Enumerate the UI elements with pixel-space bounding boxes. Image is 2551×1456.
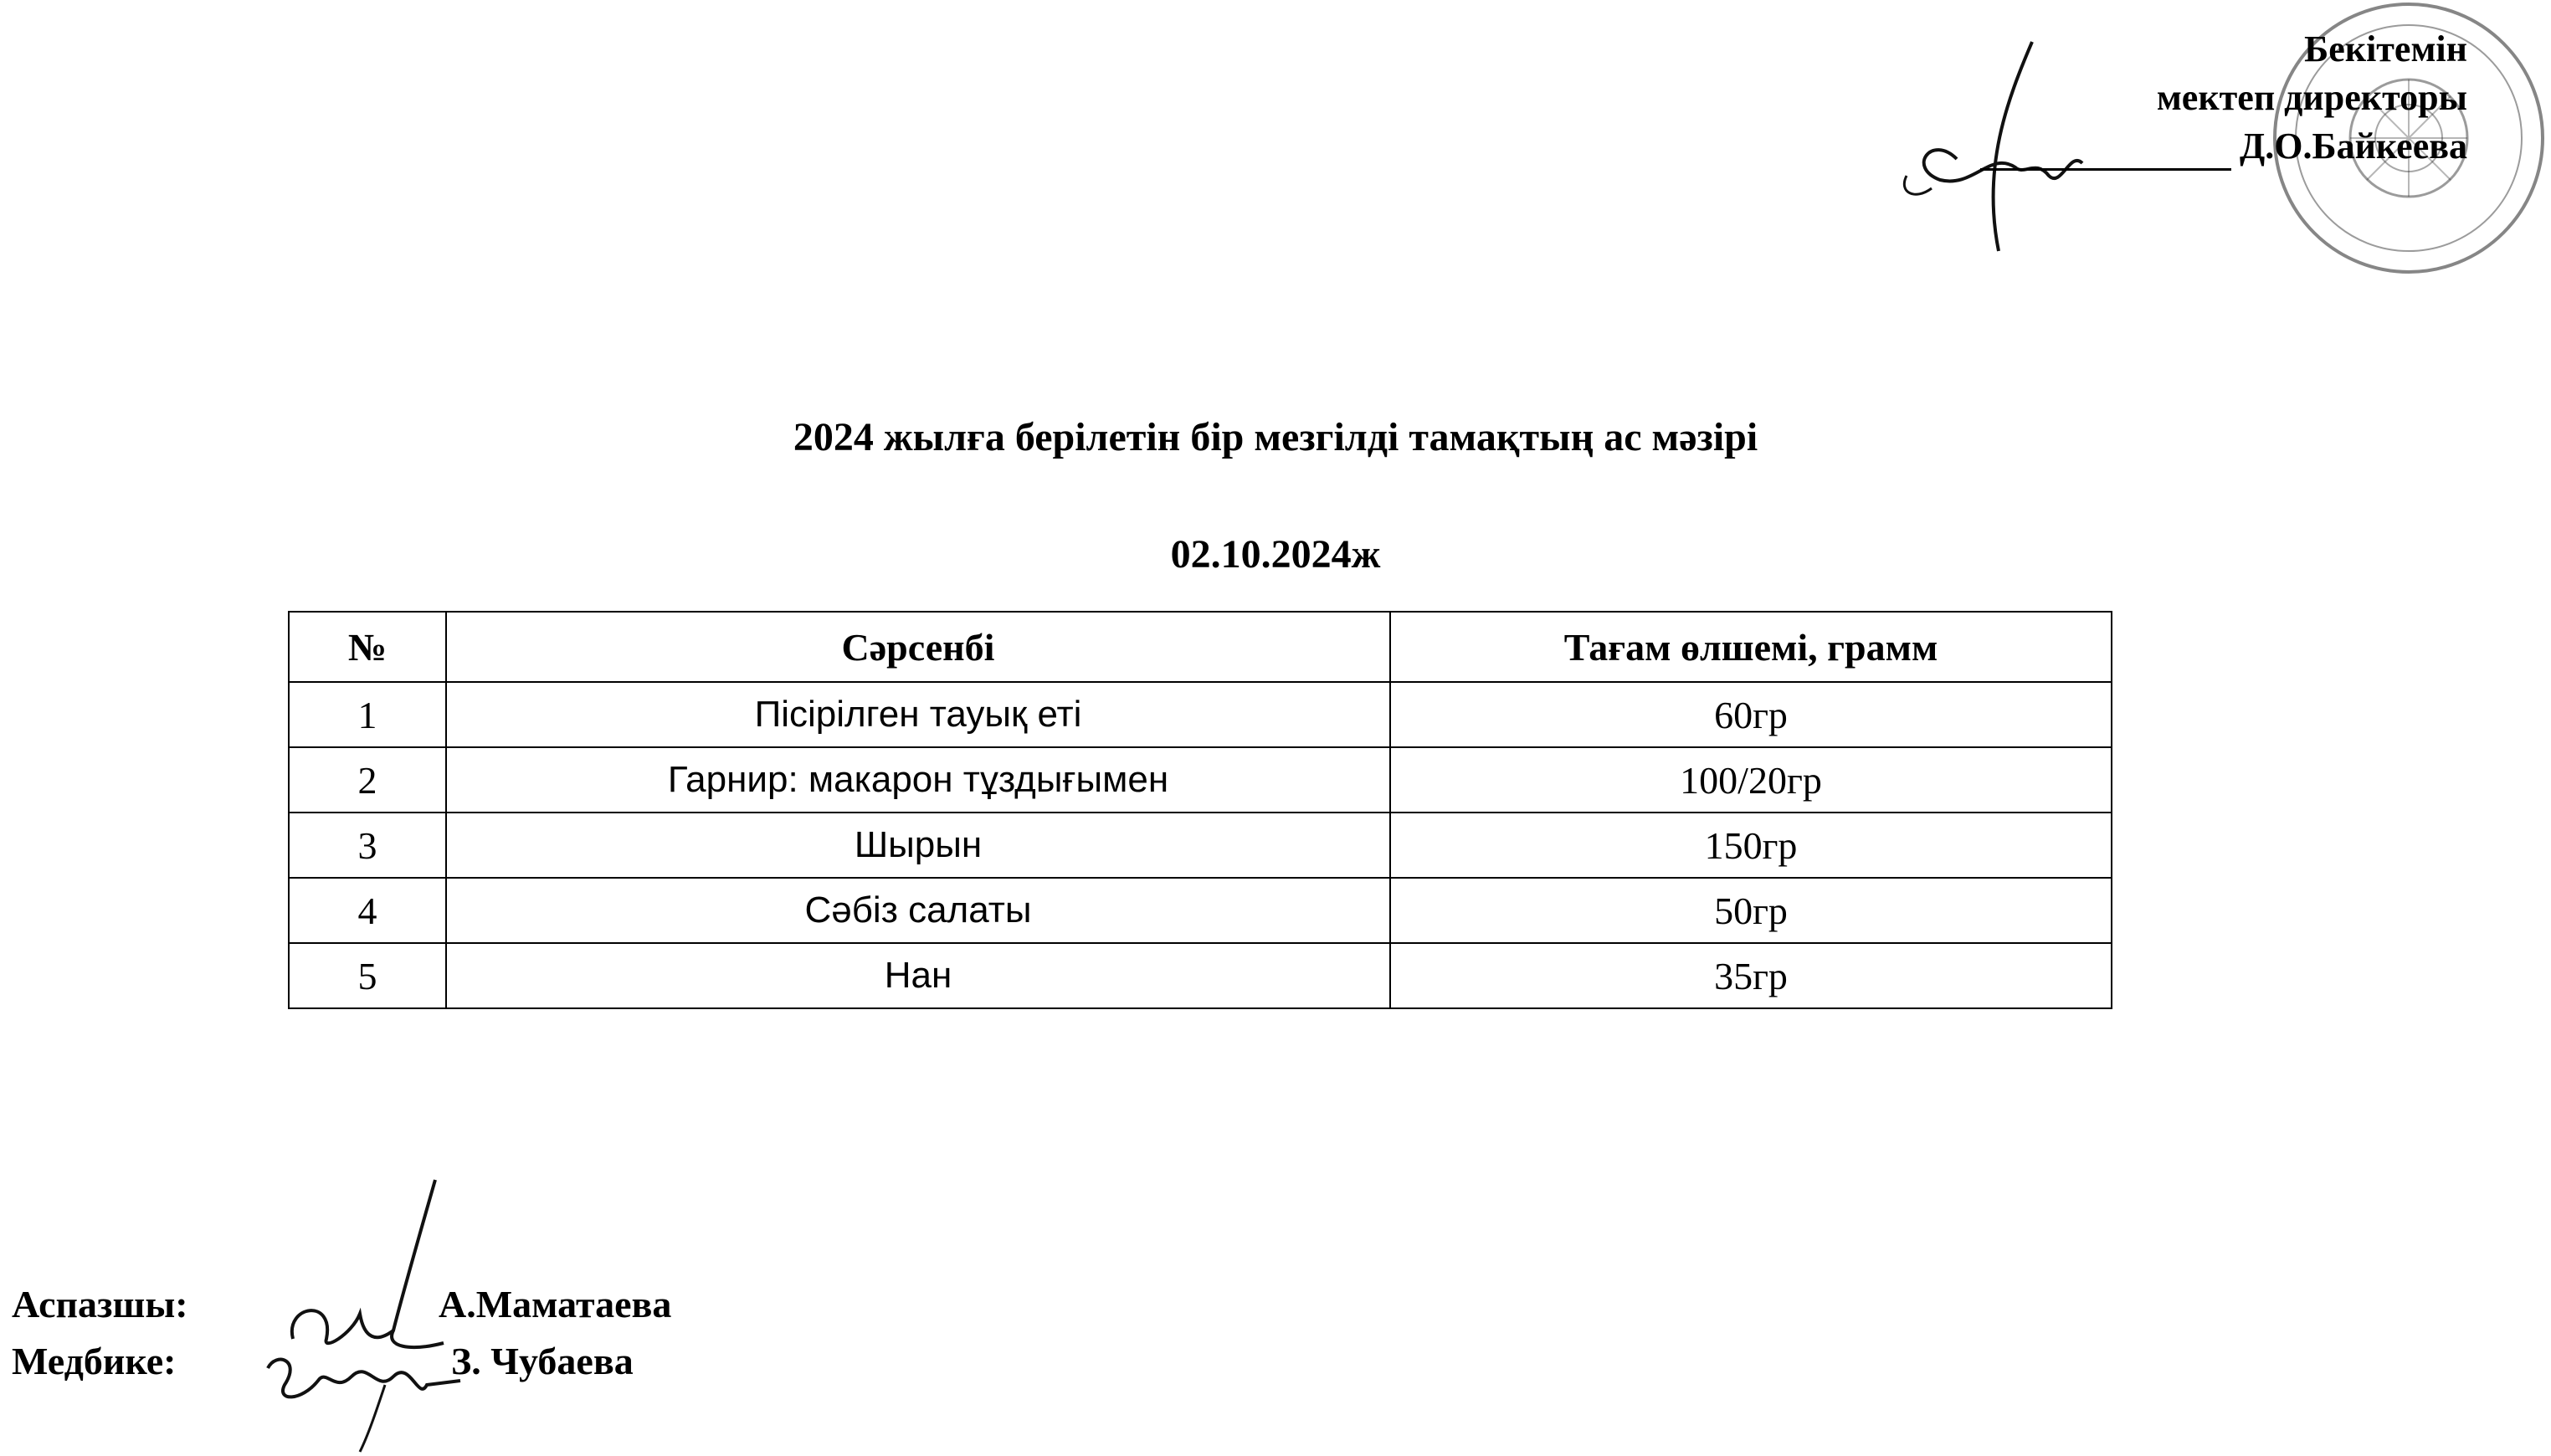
signer-name: З. Чубаева <box>451 1340 634 1382</box>
column-header-portion: Тағам өлшемі, грамм <box>1390 612 2112 682</box>
row-number: 2 <box>289 747 446 813</box>
portion-size: 35гр <box>1390 943 2112 1008</box>
column-header-number: № <box>289 612 446 682</box>
director-name: Д.О.Байкеева <box>2239 126 2467 167</box>
signers-block <box>12 1276 671 1390</box>
approval-block <box>1881 25 2467 171</box>
signer-name: А.Маматаева <box>439 1283 672 1325</box>
table-row <box>289 747 2112 813</box>
row-number: 5 <box>289 943 446 1008</box>
signature-line <box>1980 128 2231 171</box>
table-row <box>289 878 2112 943</box>
portion-size: 50гр <box>1390 878 2112 943</box>
approval-signature-row <box>1881 122 2467 171</box>
document-title: 2024 жылға берілетін бір мезгілді тамақтың ас мәзірі <box>793 415 1758 459</box>
approval-heading: Бекітемін <box>2304 28 2467 69</box>
portion-size: 60гр <box>1390 682 2112 747</box>
portion-size: 100/20гр <box>1390 747 2112 813</box>
menu-table <box>288 611 2112 1009</box>
dish-name: Нан <box>446 943 1390 1008</box>
row-number: 4 <box>289 878 446 943</box>
signer-role: Медбике: <box>12 1340 177 1382</box>
row-number: 1 <box>289 682 446 747</box>
row-number: 3 <box>289 813 446 878</box>
column-header-dish: Сәрсенбі <box>446 612 1390 682</box>
portion-size: 150гр <box>1390 813 2112 878</box>
signer-nurse <box>12 1333 671 1390</box>
table-row <box>289 943 2112 1008</box>
dish-name: Сәбіз салаты <box>446 878 1390 943</box>
dish-name: Гарнир: макарон тұздығымен <box>446 747 1390 813</box>
table-row <box>289 682 2112 747</box>
table-row <box>289 813 2112 878</box>
approval-position: мектеп директоры <box>2156 77 2467 118</box>
signer-role: Аспазшы: <box>12 1283 188 1325</box>
dish-name: Шырын <box>446 813 1390 878</box>
signer-cook <box>12 1276 671 1333</box>
dish-name: Пісірілген тауық еті <box>446 682 1390 747</box>
document-date: 02.10.2024ж <box>1170 532 1381 577</box>
table-header-row <box>289 612 2112 682</box>
